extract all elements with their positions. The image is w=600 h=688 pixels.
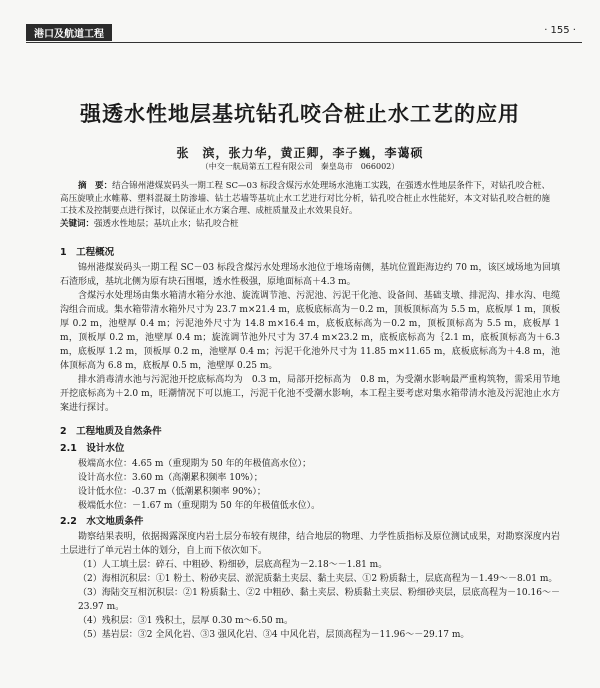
article-title: 强透水性地层基坑钻孔咬合桩止水工艺的应用 bbox=[80, 102, 520, 126]
water-level-item: 极端高水位：4.65 m（重现期为 50 年的年极值高水位）； bbox=[78, 459, 312, 469]
layer-item: （1）人工填土层：碎石、中粗砂、粉细砂，层底高程为－2.18～－1.81 m。 bbox=[78, 560, 388, 570]
water-level-item: 设计低水位：-0.37 m（低潮累积频率 90%）； bbox=[78, 487, 266, 497]
keywords-label: 关键词： bbox=[60, 218, 95, 229]
abstract-label: 摘 要： bbox=[78, 181, 113, 191]
section-2-title: 2 工程地质及自然条件 bbox=[60, 426, 162, 437]
water-level-item: 设计高水位：3.60 m（高潮累积频率 10%）； bbox=[78, 473, 263, 483]
layer-item: （3）海陆交互相沉积层：②1 粉质黏土、②2 中粗砂、黏土夹层、粉质黏土夹层、粉细砂夹层，层底高程为－10.16～－23.97 m。 bbox=[78, 588, 560, 612]
section-1-paragraph-1: 锦州港煤炭码头一期工程 SC－03 标段含煤污水处理场水池位于堆场南侧，基坑位置距海边约 70 m，该区域场地为回填石渣形成，基坑北侧为原有块石围堰，透水性极强，原地面标高＋4.3 m。 bbox=[60, 263, 560, 287]
article-body bbox=[60, 244, 560, 642]
layer-item: （5）基岩层：③2 全风化岩、③3 强风化岩、③4 中风化岩，层顶高程为－11.96～－29.17 m。 bbox=[78, 630, 470, 640]
layer-item: （4）残积层：③1 残积土，层厚 0.30 m～6.50 m。 bbox=[78, 616, 294, 626]
abstract-text: 结合锦州港煤炭码头一期工程 SC—03 标段含煤污水处理场水池施工实践，在强透水性地层条件下，对钻孔咬合桩、高压旋喷止水帷幕、塑料混凝土防渗墙、钻土芯墙等基坑止水工艺进行对比分析，钻孔咬合桩止水性能好，本文对钻孔咬合桩的施工技术及控制要点进行探讨，以保证止水方案合理、成桩质量及止水效果良好。 bbox=[60, 181, 550, 216]
water-level-item: 极端低水位：－1.67 m（重现期为 50 年的年极值低水位）。 bbox=[78, 501, 321, 511]
section-1-title: 1 工程概况 bbox=[60, 247, 115, 258]
section-2-2-paragraph: 勘察结果表明，依据揭露深度内岩土层分布较有规律，结合地层的物理、力学性质指标及原位测试成果，对勘察深度内岩土层进行了单元岩土体的划分，自上而下依次如下。 bbox=[60, 532, 560, 556]
section-1-paragraph-2: 含煤污水处理场由集水箱清水箱分水池、旋流调节池、污泥池、污泥干化池、设备间、基础支墩、排泥沟、排水沟、电缆沟组合而成。集水箱带清水箱外尺寸为 23.7 m×21.4 m，底板底标高为－0.2 m，顶板顶标高为 5.5 m，底板厚 1 m，顶板厚 0.2 m，池壁厚 0.4 m；污泥池外尺寸为 14.8 m×16.4 m，底板底标高为－0.2 m，顶板顶标高为 5.5 m，底板厚 1 m，顶板厚 0.2 m，池壁厚 0.4 m；旋流调节池外尺寸为 37.4 m×23.2 m，底板底标高为｛2.1 m，底板顶标高为＋6.3 m，底板厚 1.2 m，顶板厚 0.2 m，池壁厚 0.4 m；污泥干化池外尺寸为 11.85 m×11.65 m，底板底标高为＋4.8 m，池体顶标高为 6.8 m，底板厚 0.5 m，池壁厚 0.25 m。 bbox=[60, 291, 560, 371]
layer-item: （2）海相沉积层：①1 粉土、粉砂夹层、淤泥质黏土夹层、黏土夹层、①2 粉质黏土，层底高程为－1.49～－8.01 m。 bbox=[78, 574, 558, 584]
keywords-text: 强透水性地层；基坑止水；钻孔咬合桩 bbox=[94, 218, 239, 229]
running-header bbox=[26, 22, 582, 43]
affiliation: （中交一航局第五工程有限公司 秦皇岛市 066002） bbox=[200, 162, 400, 171]
page-number: · 155 · bbox=[544, 25, 576, 36]
author-list: 张 滨，张力华，黄正卿，李子巍，李蔼硕 bbox=[176, 146, 424, 160]
journal-name: 港口及航道工程 bbox=[26, 24, 112, 41]
section-1-paragraph-3: 排水消毒清水池与污泥池开挖底标高均为 0.3 m，局部开挖标高为 0.8 m，为受潮水影响最严重构筑物，需采用节地开挖底标高为＋2.0 m，旺潮情况下可以施工，污泥干化池不受潮水影响，本工程主要考虑对集水箱带清水池及污泥池止水方案进行探讨。 bbox=[60, 375, 560, 413]
section-2-1-title: 2.1 设计水位 bbox=[60, 443, 125, 454]
section-2-2-title: 2.2 水文地质条件 bbox=[60, 516, 144, 527]
abstract bbox=[60, 180, 550, 230]
